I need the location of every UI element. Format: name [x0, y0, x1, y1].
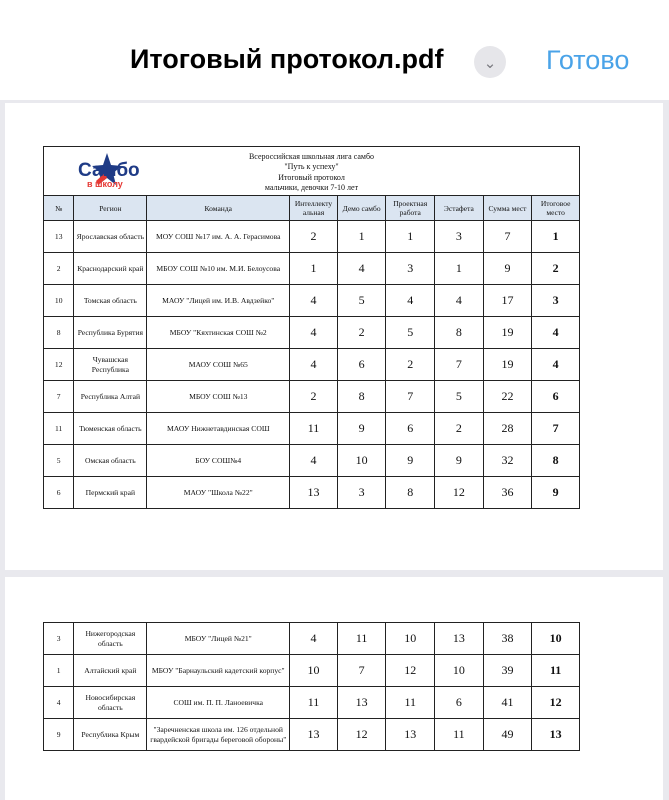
cell-relay: 2: [435, 413, 484, 445]
cell-demo: 4: [337, 253, 386, 285]
cell-relay: 12: [435, 477, 484, 509]
pdf-page-2[interactable]: [5, 577, 663, 800]
cell-region: Алтайский край: [74, 655, 147, 687]
cell-place: 13: [532, 719, 580, 751]
cell-project: 2: [386, 349, 435, 381]
protocol-header: [44, 147, 580, 196]
title-line: "Путь к успеху": [284, 162, 339, 172]
cell-demo: 1: [337, 221, 386, 253]
cell-demo: 7: [337, 655, 386, 687]
table-row: [44, 655, 580, 687]
cell-sum: 39: [483, 655, 532, 687]
cell-n: 3: [44, 623, 74, 655]
cell-relay: 4: [435, 285, 484, 317]
cell-intel: 1: [290, 253, 338, 285]
cell-relay: 6: [435, 687, 484, 719]
table-row: [44, 381, 580, 413]
cell-n: 5: [44, 445, 74, 477]
cell-demo: 10: [337, 445, 386, 477]
column-headers: [44, 196, 580, 221]
cell-relay: 8: [435, 317, 484, 349]
cell-region: Томская область: [74, 285, 147, 317]
cell-region: Новосибирская область: [74, 687, 147, 719]
cell-n: 7: [44, 381, 74, 413]
cell-sum: 19: [483, 317, 532, 349]
title-line: Итоговый протокол: [278, 172, 345, 182]
cell-sum: 32: [483, 445, 532, 477]
cell-sum: 7: [483, 221, 532, 253]
col-header-team: Команда: [147, 196, 290, 221]
cell-sum: 36: [483, 477, 532, 509]
cell-demo: 11: [337, 623, 386, 655]
cell-n: 13: [44, 221, 74, 253]
cell-relay: 5: [435, 381, 484, 413]
cell-n: 10: [44, 285, 74, 317]
col-header-demo: Демо самбо: [337, 196, 386, 221]
cell-team: СОШ им. П. П. Ланоевичка: [147, 687, 290, 719]
cell-team: МАОУ "Лицей им. И.В. Авдзейко": [147, 285, 290, 317]
cell-n: 2: [44, 253, 74, 285]
results-table: [43, 146, 580, 509]
cell-project: 12: [386, 655, 435, 687]
cell-relay: 3: [435, 221, 484, 253]
cell-team: МОУ СОШ №17 им. А. А. Герасимова: [147, 221, 290, 253]
cell-n: 8: [44, 317, 74, 349]
cell-sum: 41: [483, 687, 532, 719]
cell-team: МАОУ Нижнетавдинская СОШ: [147, 413, 290, 445]
cell-n: 12: [44, 349, 74, 381]
cell-sum: 28: [483, 413, 532, 445]
table-row: [44, 623, 580, 655]
title-line: мальчики, девочки 7-10 лет: [264, 182, 359, 192]
cell-team: МАОУ "Школа №22": [147, 477, 290, 509]
cell-intel: 2: [290, 381, 338, 413]
cell-intel: 13: [290, 477, 338, 509]
col-header-project: Проектная работа: [386, 196, 435, 221]
cell-relay: 7: [435, 349, 484, 381]
cell-team: МБОУ "Барнаульский кадетский корпус": [147, 655, 290, 687]
cell-team: МБОУ СОШ №13: [147, 381, 290, 413]
col-header-num: №: [44, 196, 74, 221]
table-row: [44, 317, 580, 349]
col-header-relay: Эстафета: [435, 196, 484, 221]
cell-place: 2: [532, 253, 580, 285]
cell-region: Республика Бурятия: [74, 317, 147, 349]
cell-sum: 38: [483, 623, 532, 655]
cell-project: 4: [386, 285, 435, 317]
cell-region: Тюменская область: [74, 413, 147, 445]
cell-n: 1: [44, 655, 74, 687]
cell-project: 5: [386, 317, 435, 349]
cell-demo: 13: [337, 687, 386, 719]
table-row: [44, 687, 580, 719]
cell-place: 8: [532, 445, 580, 477]
cell-region: Краснодарский край: [74, 253, 147, 285]
cell-project: 10: [386, 623, 435, 655]
cell-intel: 4: [290, 317, 338, 349]
cell-project: 11: [386, 687, 435, 719]
cell-place: 6: [532, 381, 580, 413]
cell-place: 7: [532, 413, 580, 445]
cell-place: 12: [532, 687, 580, 719]
table-row: [44, 253, 580, 285]
cell-project: 6: [386, 413, 435, 445]
cell-demo: 5: [337, 285, 386, 317]
cell-place: 10: [532, 623, 580, 655]
cell-team: МАОУ СОШ №65: [147, 349, 290, 381]
pdf-page-1[interactable]: [5, 103, 663, 570]
cell-region: Республика Алтай: [74, 381, 147, 413]
cell-place: 11: [532, 655, 580, 687]
cell-relay: 9: [435, 445, 484, 477]
done-button[interactable]: Готово: [546, 45, 630, 75]
cell-sum: 22: [483, 381, 532, 413]
col-header-sum: Сумма мест: [483, 196, 532, 221]
col-header-region: Регион: [74, 196, 147, 221]
cell-n: 6: [44, 477, 74, 509]
col-header-place: Итоговое место: [532, 196, 580, 221]
title-line: Всероссийская школьная лига самбо: [248, 152, 375, 162]
cell-place: 1: [532, 221, 580, 253]
cell-region: Нижегородская область: [74, 623, 147, 655]
cell-project: 1: [386, 221, 435, 253]
cell-intel: 4: [290, 285, 338, 317]
cell-demo: 8: [337, 381, 386, 413]
cell-relay: 11: [435, 719, 484, 751]
cell-intel: 4: [290, 623, 338, 655]
sambo-logo: Самбо в школу: [52, 151, 162, 193]
cell-team: "Заречненская школа им. 126 отдельной гвардейской бригады береговой обороны": [147, 719, 290, 751]
cell-n: 11: [44, 413, 74, 445]
col-header-intel: Интеллекту альная: [290, 196, 338, 221]
table-row: [44, 285, 580, 317]
cell-demo: 6: [337, 349, 386, 381]
table-row: [44, 221, 580, 253]
cell-demo: 12: [337, 719, 386, 751]
chevron-down-icon[interactable]: ⌄: [474, 46, 506, 78]
cell-relay: 13: [435, 623, 484, 655]
cell-intel: 4: [290, 349, 338, 381]
cell-region: Омская область: [74, 445, 147, 477]
cell-demo: 2: [337, 317, 386, 349]
cell-intel: 4: [290, 445, 338, 477]
top-bar: [0, 0, 669, 100]
document-title: Итоговый протокол.pdf: [130, 44, 444, 74]
cell-sum: 49: [483, 719, 532, 751]
cell-relay: 10: [435, 655, 484, 687]
results-table-continued: [43, 622, 580, 751]
cell-intel: 11: [290, 687, 338, 719]
table-row: [44, 413, 580, 445]
table-row: [44, 349, 580, 381]
cell-place: 3: [532, 285, 580, 317]
cell-intel: 11: [290, 413, 338, 445]
cell-project: 9: [386, 445, 435, 477]
cell-team: МБОУ "Лицей №21": [147, 623, 290, 655]
table-row: [44, 477, 580, 509]
cell-intel: 13: [290, 719, 338, 751]
cell-place: 4: [532, 349, 580, 381]
cell-team: МБОУ СОШ №10 им. М.И. Белоусова: [147, 253, 290, 285]
cell-team: БОУ СОШ№4: [147, 445, 290, 477]
cell-relay: 1: [435, 253, 484, 285]
cell-demo: 9: [337, 413, 386, 445]
cell-team: МБОУ "Кяхтинская СОШ №2: [147, 317, 290, 349]
cell-n: 9: [44, 719, 74, 751]
cell-intel: 10: [290, 655, 338, 687]
cell-region: Республика Крым: [74, 719, 147, 751]
cell-place: 4: [532, 317, 580, 349]
cell-intel: 2: [290, 221, 338, 253]
cell-n: 4: [44, 687, 74, 719]
cell-project: 3: [386, 253, 435, 285]
table-row: [44, 719, 580, 751]
cell-sum: 17: [483, 285, 532, 317]
cell-region: Ярославская область: [74, 221, 147, 253]
cell-project: 8: [386, 477, 435, 509]
cell-sum: 19: [483, 349, 532, 381]
cell-region: Пермский край: [74, 477, 147, 509]
cell-project: 7: [386, 381, 435, 413]
cell-demo: 3: [337, 477, 386, 509]
cell-region: Чувашская Республика: [74, 349, 147, 381]
cell-sum: 9: [483, 253, 532, 285]
cell-place: 9: [532, 477, 580, 509]
cell-project: 13: [386, 719, 435, 751]
table-row: [44, 445, 580, 477]
